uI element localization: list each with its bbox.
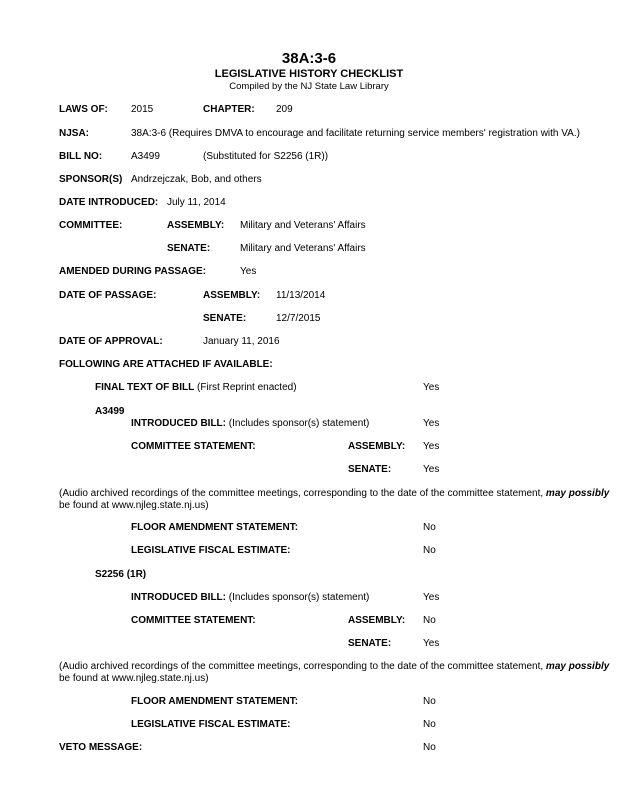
s2256-senate-value: Yes (423, 638, 440, 649)
committee-assembly-label: ASSEMBLY: (167, 220, 225, 231)
veto-value: No (423, 742, 436, 753)
sponsors-value: Andrzejczak, Bob, and others (131, 174, 262, 185)
chapter-label: CHAPTER: (203, 104, 255, 115)
s2256-audio-note-emphasis: may possibly (545, 661, 610, 672)
a3499-fiscal-label: LEGISLATIVE FISCAL ESTIMATE: (131, 545, 291, 556)
bill-no-label: BILL NO: (59, 151, 103, 162)
final-text-value: Yes (423, 382, 440, 393)
njsa-value: 38A:3-6 (Requires DMVA to encourage and facilitate returning service members' registration with VA.) (131, 128, 580, 139)
passage-senate-label: SENATE: (203, 313, 247, 324)
s2256-fiscal-label: LEGISLATIVE FISCAL ESTIMATE: (131, 719, 291, 730)
a3499-audio-note-link: be found at www.njleg.state.nj.us) (59, 500, 209, 511)
s2256-introduced-row (131, 592, 369, 604)
s2256-audio-note-text: (Audio archived recordings of the committee meetings, corresponding to the date of the committee statement, (59, 661, 546, 672)
a3499-senate-label: SENATE: (348, 464, 392, 475)
s2256-introduced-value: Yes (423, 592, 440, 603)
approval-label: DATE OF APPROVAL: (59, 336, 163, 347)
a3499-introduced-note: (Includes sponsor(s) statement) (228, 418, 370, 429)
s2256-audio-note (59, 661, 618, 685)
njsa-label: NJSA: (59, 128, 90, 139)
final-text-row (95, 382, 297, 394)
committee-label: COMMITTEE: (59, 220, 123, 231)
a3499-audio-note-text: (Audio archived recordings of the committee meetings, corresponding to the date of the committee statement, (59, 488, 546, 499)
passage-label: DATE OF PASSAGE: (59, 290, 157, 301)
a3499-introduced-row (131, 418, 369, 430)
amended-value: Yes (240, 266, 257, 277)
final-text-note: (First Reprint enacted) (197, 382, 297, 393)
a3499-committee-label: COMMITTEE STATEMENT: (131, 441, 256, 452)
date-introduced-value: July 11, 2014 (167, 197, 226, 208)
a3499-audio-note-emphasis: may possibly (545, 488, 610, 499)
chapter-value: 209 (276, 104, 293, 115)
a3499-heading: A3499 (95, 406, 125, 417)
laws-of-value: 2015 (131, 104, 154, 115)
a3499-floor-value: No (423, 522, 436, 533)
s2256-assembly-label: ASSEMBLY: (348, 615, 406, 626)
final-text-label: FINAL TEXT OF BILL (95, 382, 195, 393)
sponsors-label: SPONSOR(S) (59, 174, 123, 185)
s2256-introduced-note: (Includes sponsor(s) statement) (228, 592, 370, 603)
bill-no-substituted: (Substituted for S2256 (1R)) (203, 151, 329, 162)
date-introduced-label: DATE INTRODUCED: (59, 197, 159, 208)
s2256-floor-label: FLOOR AMENDMENT STATEMENT: (131, 696, 299, 707)
s2256-floor-value: No (423, 696, 436, 707)
compiled-by: Compiled by the NJ State Law Library (229, 81, 389, 92)
s2256-heading: S2256 (1R) (95, 569, 147, 580)
a3499-floor-label: FLOOR AMENDMENT STATEMENT: (131, 522, 299, 533)
a3499-senate-value: Yes (423, 464, 440, 475)
bill-no-value: A3499 (131, 151, 160, 162)
laws-of-label: LAWS OF: (59, 104, 108, 115)
a3499-introduced-value: Yes (423, 418, 440, 429)
s2256-senate-label: SENATE: (348, 638, 392, 649)
document-title: LEGISLATIVE HISTORY CHECKLIST (214, 68, 404, 80)
section-title: 38A:3-6 (281, 50, 337, 67)
committee-senate-value: Military and Veterans' Affairs (240, 243, 366, 254)
committee-assembly-value: Military and Veterans' Affairs (240, 220, 366, 231)
veto-label: VETO MESSAGE: (59, 742, 143, 753)
passage-senate-value: 12/7/2015 (276, 313, 321, 324)
a3499-audio-note (59, 488, 618, 512)
passage-assembly-label: ASSEMBLY: (203, 290, 261, 301)
passage-assembly-value: 11/13/2014 (276, 290, 326, 301)
a3499-assembly-label: ASSEMBLY: (348, 441, 406, 452)
committee-senate-label: SENATE: (167, 243, 211, 254)
s2256-introduced-label: INTRODUCED BILL: (131, 592, 226, 603)
attached-heading: FOLLOWING ARE ATTACHED IF AVAILABLE: (59, 359, 273, 370)
a3499-assembly-value: Yes (423, 441, 440, 452)
a3499-fiscal-value: No (423, 545, 436, 556)
approval-value: January 11, 2016 (203, 336, 280, 347)
s2256-committee-label: COMMITTEE STATEMENT: (131, 615, 256, 626)
s2256-assembly-value: No (423, 615, 436, 626)
s2256-fiscal-value: No (423, 719, 436, 730)
amended-label: AMENDED DURING PASSAGE: (59, 266, 207, 277)
s2256-audio-note-link: be found at www.njleg.state.nj.us) (59, 673, 209, 684)
a3499-introduced-label: INTRODUCED BILL: (131, 418, 226, 429)
